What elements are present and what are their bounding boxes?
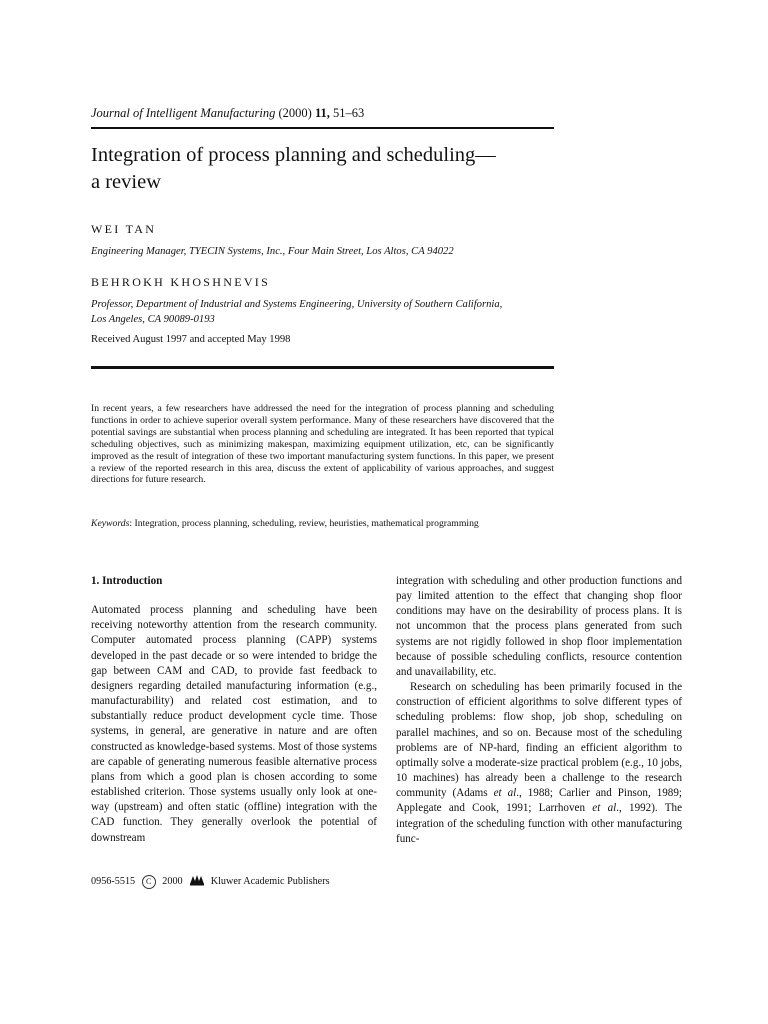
body-column-right (396, 574, 682, 847)
journal-volume: 11, (314, 106, 330, 120)
journal-name: Journal of Intelligent Manufacturing (91, 106, 276, 120)
title-line-1: Integration of process planning and scheduling— (91, 144, 496, 166)
copyright-icon: C (142, 875, 156, 889)
paper-title (91, 142, 571, 196)
publisher-name: Kluwer Academic Publishers (210, 875, 330, 887)
body-column-left (91, 574, 377, 846)
copyright-footer (91, 874, 330, 889)
author-affiliation-1: Engineering Manager, TYECIN Systems, Inc., Four Main Street, Los Altos, CA 94022 (91, 246, 454, 257)
issn: 0956-5515 (91, 875, 136, 887)
section-heading-introduction: 1. Introduction (91, 575, 163, 587)
journal-year: (2000) (278, 106, 312, 120)
journal-citation (91, 106, 364, 121)
abstract: In recent years, a few researchers have addressed the need for the integration of process planning and scheduling functions in order to achieve superior overall system performance. Many of these researchers have discovered that the potential savings are substantial when process planning and scheduling are integrated. It has been reported that typical scheduling objectives, such as minimizing makespan, maximizing equipment utilization, etc, can be significantly improved as the result of integration of these two important manufacturing system functions. In this paper, we present a review of the reported research in this area, discuss the extent of applicability of various approaches, and suggest directions for future research. (91, 403, 554, 486)
affiliation-2-line-2: Los Angeles, CA 90089-0193 (91, 314, 215, 325)
author-name-2: BEHROKH KHOSHNEVIS (91, 275, 271, 289)
paragraph-2-part-c: ., 1992). The integration of the scheduling function with other manufacturing func- (396, 802, 683, 845)
received-dates: Received August 1997 and accepted May 1998 (91, 334, 291, 345)
author-affiliation-2 (91, 297, 561, 327)
citation-et-al-1: et al (493, 787, 517, 800)
keywords-label: Keywords (91, 518, 130, 529)
keywords-text: : Integration, process planning, scheduling, review, heuristies, mathematical programming (129, 518, 479, 529)
abstract-rule (91, 366, 554, 369)
paragraph-2-part-a: Research on scheduling has been primarily focused in the construction of efficient algorithms to solve different types of scheduling problems: flow shop, job shop, scheduling on parallel machines, and so on. Because most of the scheduling problems are of NP-hard, finding an efficient algorithm to optimally solve a moderate-size practical problem (e.g., 10 jobs, 10 machines) has already been a challenge to the research community (Adams (396, 681, 682, 800)
kluwer-logo-icon (189, 874, 205, 889)
copyright-year: 2000 (162, 875, 183, 887)
author-name-1: WEI TAN (91, 222, 157, 236)
keywords (91, 518, 554, 530)
introduction-paragraph-continued: integration with scheduling and other production functions and pay limited attention to the effect that changing shop floor conditions may have on the desirability of process plans. It is not uncommon that the process plans generated from such systems are not rigidly followed in shop floor implementation because of possible scheduling conflicts, resource contention and unavailability, etc. (396, 575, 682, 678)
title-line-2: a review (91, 171, 161, 193)
header-rule (91, 127, 554, 129)
citation-et-al-2: et al (592, 802, 617, 815)
introduction-paragraph-1: Automated process planning and scheduling have been receiving noteworthy attention from the research community. Computer automated process planning (CAPP) systems developed in the past decade or so were intended to bridge the gap between CAM and CAD, to provide fast feedback to designers regarding detailed manufacturing information (e.g., manufacturability) and related cost estimation, and to substantially reduce product development cycle time. Those systems, in general, are generative in nature and are often constructed as knowledge-based systems. Most of those systems are capable of generating numerous feasible alternative process plans from which a good plan is chosen according to some established criterion. Those systems usually only look at one-way (upstream) and often static (offline) integration with the CAD function. They generally overlook the potential of downstream (91, 604, 377, 844)
paragraph-2-part-b: ., 1988; Carlier and Pinson, 1989; Applegate and Cook, 1991; Larrhoven (396, 787, 682, 815)
journal-pages: 51–63 (333, 106, 365, 120)
introduction-paragraph-2 (396, 680, 682, 847)
affiliation-2-line-1: Professor, Department of Industrial and Systems Engineering, University of Southern California, (91, 299, 503, 310)
